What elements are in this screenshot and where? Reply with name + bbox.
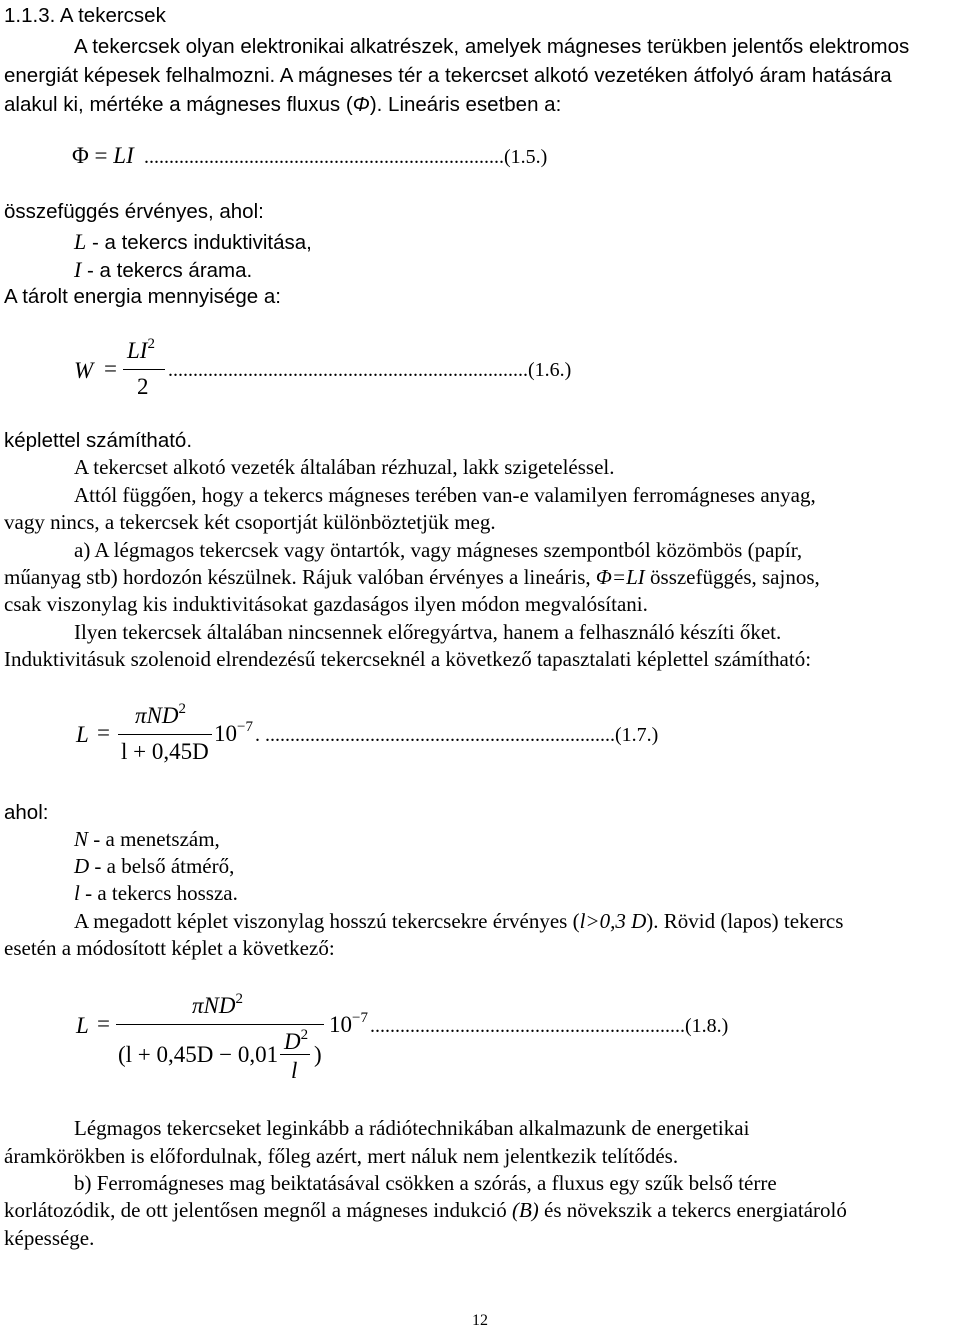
closing-p7-line-1: b) Ferromágneses mag beiktatásával csökken a szórás, a fluxus egy szűk belső térre	[74, 1171, 777, 1195]
body-p1: képlettel számítható.	[4, 429, 193, 452]
body-p4-line-2: műanyag stb) hordozón készülnek. Rájuk valóban érvényes a lineáris, Φ=LI összefüggés, sajnos,	[4, 565, 820, 589]
equation-1-7-factor: $10^{-7}$	[214, 719, 253, 746]
equation-1-5: Φ = LI	[72, 143, 134, 168]
validity-line-2: esetén a módosított képlet a következő:	[4, 936, 335, 960]
definition-I: I - a tekercs árama.	[74, 257, 253, 282]
definition-D: D - a belső átmérő,	[74, 854, 235, 878]
equation-1-7-denominator: l + 0,45D	[121, 739, 209, 764]
equation-1-8-factor: $10^{-7}$	[329, 1010, 368, 1037]
definition-N: N - a menetszám,	[74, 827, 220, 851]
equation-1-5-dots: ........................................................................(1.5.)	[144, 146, 548, 168]
intro-line-3: alakul ki, mértéke a mágneses fluxus (Φ). Lineáris esetben a:	[4, 93, 562, 116]
body-p5-line-1: Ilyen tekercsek általában nincsennek előregyártva, hanem a felhasználó készíti őket.	[74, 620, 782, 644]
definition-L: L - a tekercs induktivitása,	[74, 229, 312, 254]
definition-l: l - a tekercs hossza.	[74, 881, 238, 905]
equation-1-6-fraction-bar	[123, 369, 165, 370]
definitions-intro: összefüggés érvényes, ahol:	[4, 200, 264, 223]
intro-line-1: A tekercsek olyan elektronikai alkatrészek, amelyek mágneses terükben jelentős elektromos	[74, 35, 910, 58]
equation-1-7-eq: =	[97, 720, 110, 745]
body-p3-line-1: Attól függően, hogy a tekercs mágneses terében van-e valamilyen ferromágneses anyag,	[74, 483, 816, 507]
page-number: 12	[472, 1312, 488, 1329]
equation-1-8-inner-denominator: l	[291, 1058, 298, 1083]
equation-1-7-fraction-bar	[118, 734, 212, 735]
equation-1-6-denominator: 2	[137, 374, 149, 399]
body-p2: A tekercset alkotó vezeték általában rézhuzal, lakk szigeteléssel.	[74, 455, 615, 479]
equation-1-8-fraction-bar	[116, 1024, 324, 1025]
equation-1-8-dots: ...............................................................(1.8.)	[370, 1015, 729, 1037]
equation-1-7-dots: . ......................................................................(1.7.)	[255, 724, 659, 746]
equation-1-8-close-paren: )	[314, 1042, 322, 1067]
equation-1-8-lhs: L	[76, 1013, 89, 1038]
equation-1-7-lhs: L	[76, 722, 89, 747]
closing-p7-line-2: korlátozódik, de ott jelentősen megnől a mágneses indukció (B) és növekszik a tekercs energiatároló	[4, 1198, 847, 1222]
body-p4-line-1: a) A légmagos tekercsek vagy öntartók, vagy mágneses szempontból közömbös (papír,	[74, 538, 803, 562]
equation-1-8-eq: =	[97, 1011, 110, 1036]
closing-p7-line-3: képessége.	[4, 1226, 95, 1250]
body-p5-line-2: Induktivitásuk szolenoid elrendezésű tekercseknél a következő tapasztalati képlettel számítható:	[4, 647, 812, 671]
equation-1-6-numerator: $LI^2$	[127, 336, 155, 363]
equation-1-7-numerator: πND$^2$	[135, 701, 186, 728]
body-p3-line-2: vagy nincs, a tekercsek két csoportját különböztetjük meg.	[4, 510, 496, 534]
equation-1-6-eq: =	[104, 356, 117, 381]
equation-1-8-denominator: (l + 0,45D − 0,01	[118, 1042, 279, 1067]
closing-p6-line-1: Légmagos tekercseket leginkább a rádiótechnikában alkalmazunk de energetikai	[74, 1116, 750, 1140]
energy-intro: A tárolt energia mennyisége a:	[4, 285, 281, 308]
intro-line-2: energiát képesek felhalmozni. A mágneses tér a tekercset alkotó vezetéken átfolyó áram hatására	[4, 64, 892, 87]
equation-1-8-inner-numerator: $D^2$	[284, 1027, 309, 1054]
equation-1-8-numerator: πND$^2$	[192, 991, 243, 1018]
body-p4-line-3: csak viszonylag kis induktivitásokat gazdaságos ilyen módon megvalósítani.	[4, 592, 648, 616]
closing-p6-line-2: áramkörökben is előfordulnak, főleg azért, mert náluk nem jelentkezik telítődés.	[4, 1144, 679, 1168]
validity-line-1: A megadott képlet viszonylag hosszú tekercsekre érvényes (l>0,3 D). Rövid (lapos) tekercs	[74, 909, 844, 933]
equation-1-8-inner-fraction-bar	[280, 1054, 310, 1055]
section-heading: 1.1.3. A tekercsek	[4, 4, 166, 27]
equation-1-6-dots: ........................................................................(1.6.)	[168, 359, 572, 381]
equation-1-6-lhs: W	[74, 358, 94, 383]
where-label: ahol:	[4, 801, 49, 824]
